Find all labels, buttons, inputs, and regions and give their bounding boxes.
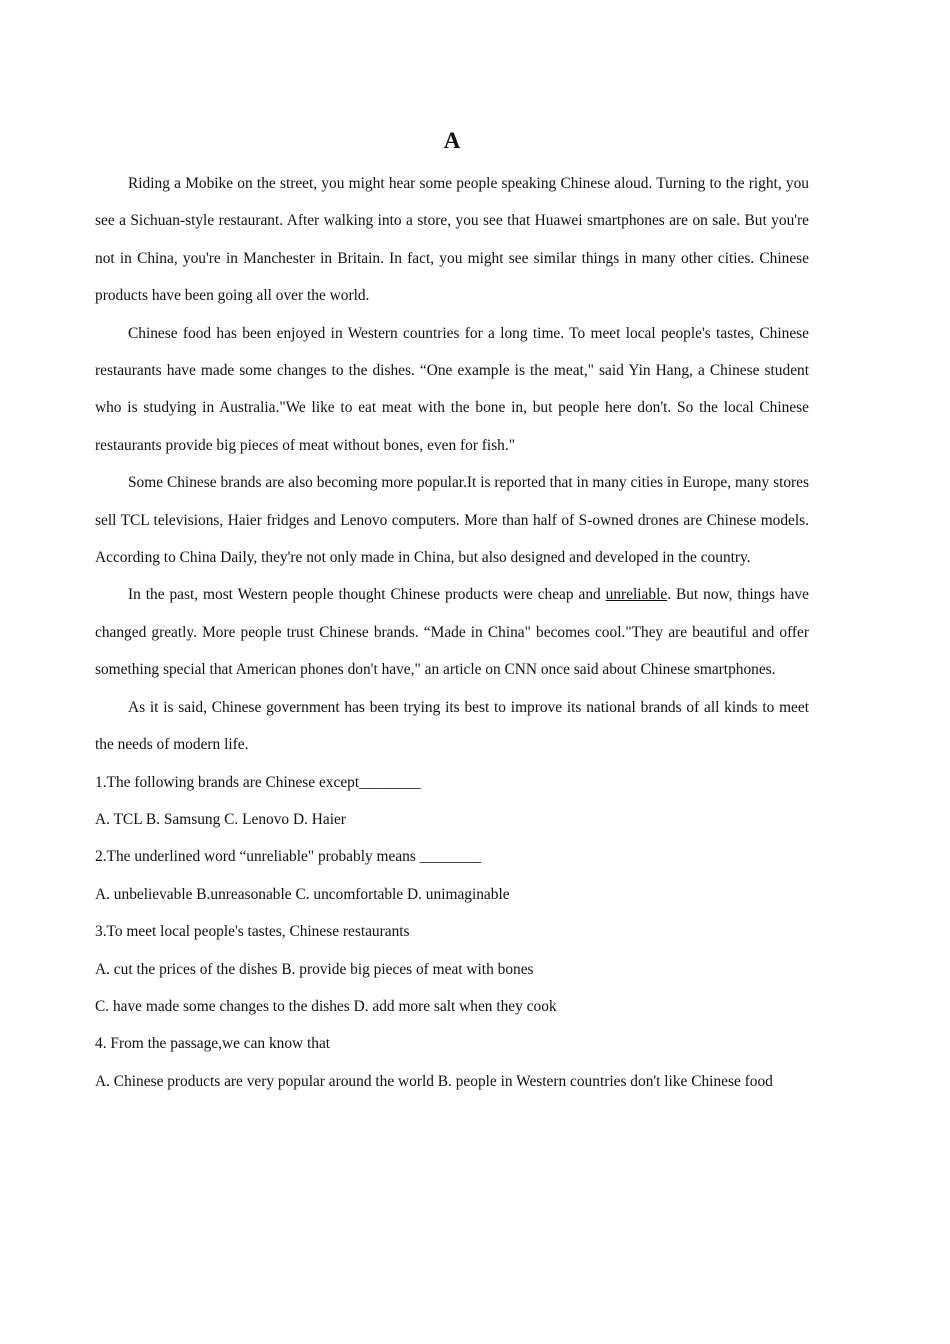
paragraph-4-part-2: . But now, things have changed greatly. More people trust Chinese brands. “Made in China" becomes cool."They are beautiful and offer something special that American phones don't have," an article on CNN once said about Chinese smartphones. bbox=[95, 586, 810, 679]
question-4-stem: 4. From the passage,we can know that bbox=[95, 1035, 331, 1053]
question-1-stem: 1.The following brands are Chinese except________ bbox=[95, 773, 421, 791]
paragraph-3: Some Chinese brands are also becoming more popular.It is reported that in many cities in Europe, many stores sell TCL televisions, Haier fridges and Lenovo computers. More than half of S-owned drones are Chinese models. According to China Daily, they're not only made in China, but also designed and developed in the country. bbox=[95, 474, 809, 567]
paragraph-5: As it is said, Chinese government has been trying its best to improve its national brands of all kinds to meet the needs of modern life. bbox=[95, 698, 809, 754]
question-4-options: A. Chinese products are very popular around the world B. people in Western countries don't like Chinese food bbox=[95, 1072, 773, 1090]
paragraph-4-part-1: In the past, most Western people thought Chinese products were cheap and bbox=[128, 586, 606, 604]
paragraph-4 bbox=[95, 576, 809, 688]
paragraph-1: Riding a Mobike on the street, you might hear some people speaking Chinese aloud. Turning to the right, you see a Sichuan-style restaurant. After walking into a store, you see that Huawei smartphones are on sale. But you're not in China, you're in Manchester in Britain. In fact, you might see similar things in many other cities. Chinese products have been going all over the world. bbox=[95, 175, 809, 305]
underlined-word: unreliable bbox=[605, 586, 668, 604]
passage-title: A bbox=[443, 128, 461, 153]
question-1-options: A. TCL B. Samsung C. Lenovo D. Haier bbox=[95, 810, 346, 828]
question-3-options-line-2: C. have made some changes to the dishes D. add more salt when they cook bbox=[95, 997, 557, 1015]
paragraph-2: Chinese food has been enjoyed in Western countries for a long time. To meet local people's tastes, Chinese restaurants have made some changes to the dishes. “One example is the meat," said Yin Hang, a Chinese student who is studying in Australia."We like to eat meat with the bone in, but people here don't. So the local Chinese restaurants provide big pieces of meat without bones, even for fish." bbox=[95, 324, 809, 454]
passage-body bbox=[95, 165, 809, 1100]
question-3-stem: 3.To meet local people's tastes, Chinese restaurants bbox=[95, 923, 410, 941]
question-2-options: A. unbelievable B.unreasonable C. uncomfortable D. unimaginable bbox=[95, 885, 510, 903]
question-3-options-line-1: A. cut the prices of the dishes B. provide big pieces of meat with bones bbox=[95, 960, 534, 978]
question-2-stem: 2.The underlined word “unreliable" probably means ________ bbox=[95, 848, 482, 866]
